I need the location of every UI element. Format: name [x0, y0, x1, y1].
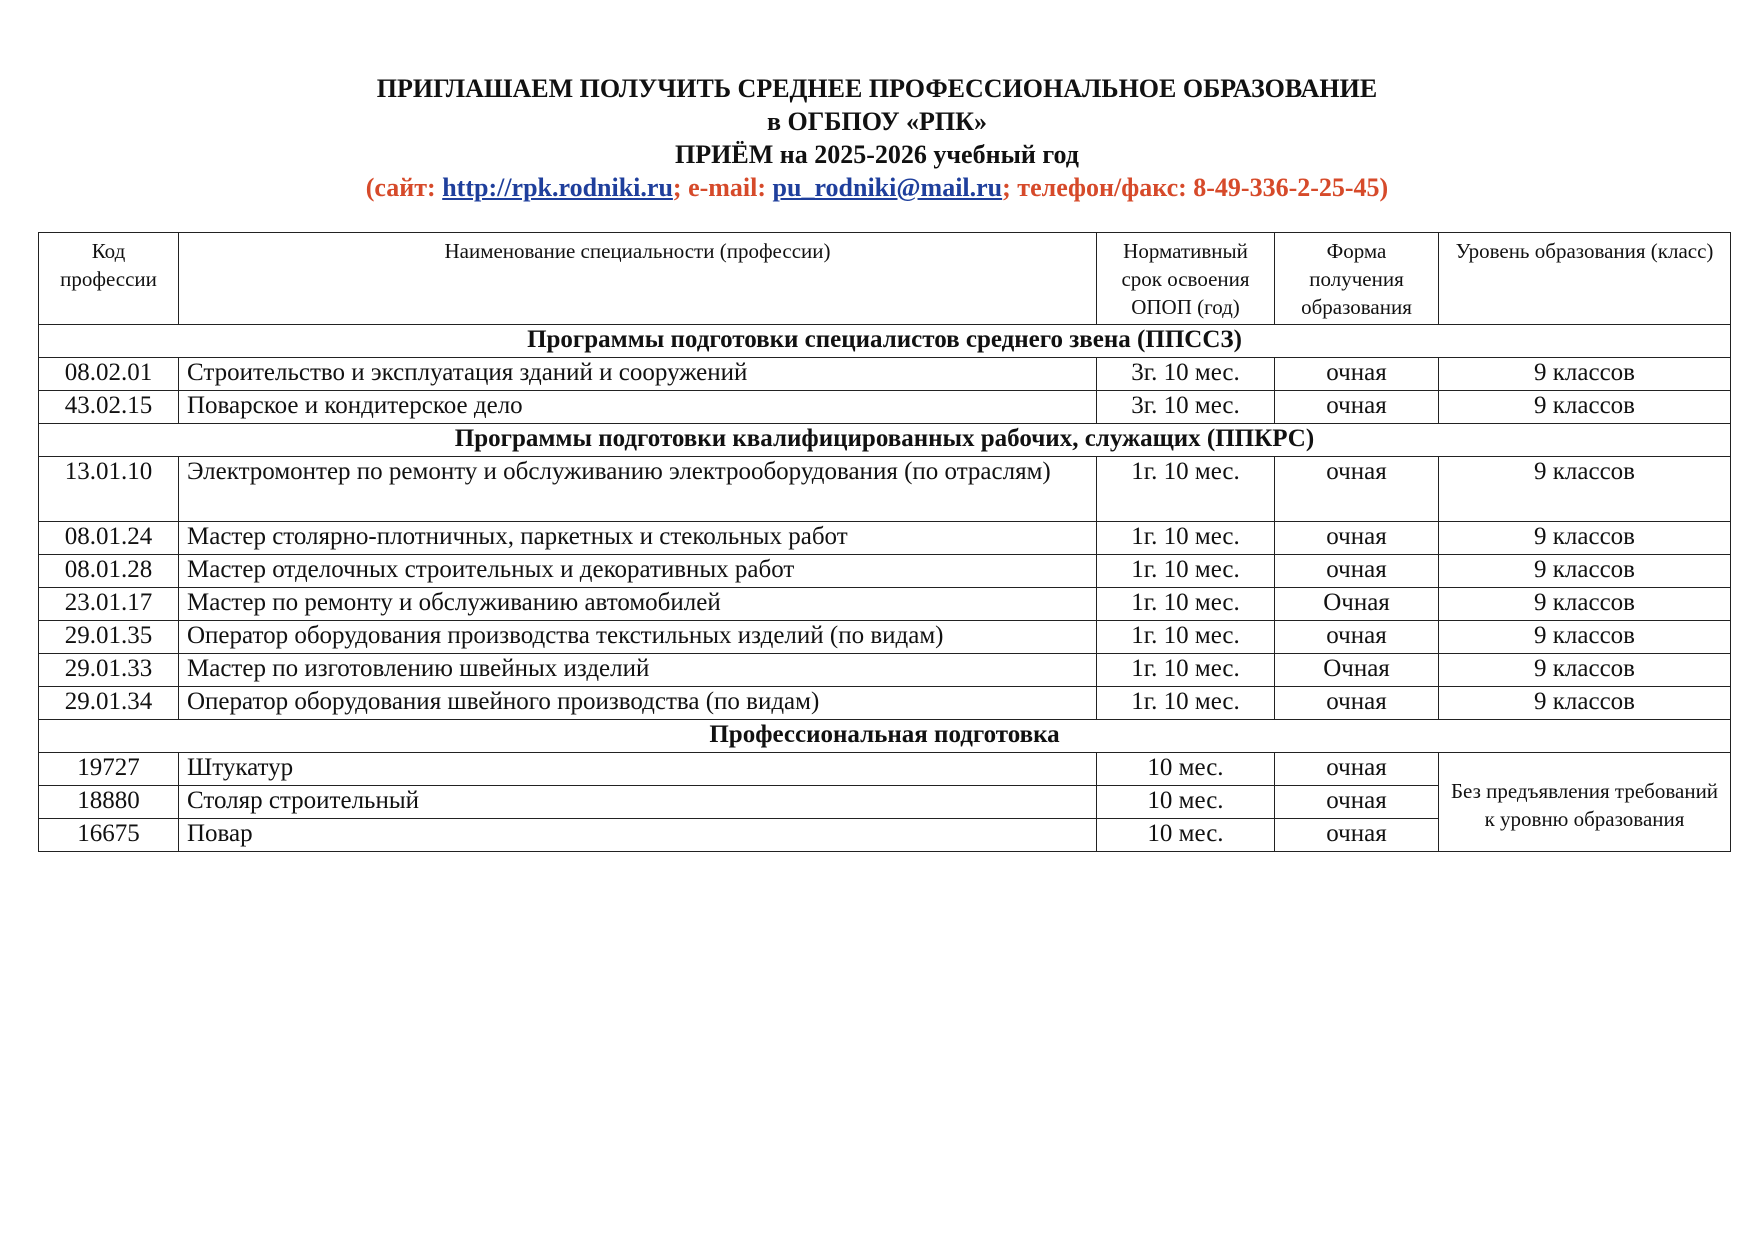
programs-table	[38, 232, 1731, 852]
cell-form: очная	[1275, 621, 1439, 654]
cell-name: Поварское и кондитерское дело	[179, 391, 1097, 424]
cell-name: Штукатур	[179, 753, 1097, 786]
cell-level: 9 классов	[1439, 588, 1731, 621]
table-row	[39, 522, 1731, 555]
cell-duration: 10 мес.	[1097, 786, 1275, 819]
cell-name: Мастер отделочных строительных и декоративных работ	[179, 555, 1097, 588]
cell-duration: 1г. 10 мес.	[1097, 588, 1275, 621]
cell-form: Очная	[1275, 654, 1439, 687]
cell-code: 29.01.34	[39, 687, 179, 720]
cell-level: 9 классов	[1439, 621, 1731, 654]
cell-form: Очная	[1275, 588, 1439, 621]
cell-name: Оператор оборудования швейного производства (по видам)	[179, 687, 1097, 720]
email-prefix: ; e-mail:	[672, 173, 773, 202]
email-link[interactable]: pu_rodniki@mail.ru	[772, 173, 1003, 202]
table-row	[39, 588, 1731, 621]
cell-code: 16675	[39, 819, 179, 852]
cell-name: Строительство и эксплуатация зданий и сооружений	[179, 358, 1097, 391]
section-row	[39, 424, 1731, 457]
cell-duration: 1г. 10 мес.	[1097, 522, 1275, 555]
cell-form: очная	[1275, 687, 1439, 720]
col-header-form: Форма получения образования	[1275, 233, 1439, 325]
cell-duration: 10 мес.	[1097, 819, 1275, 852]
cell-duration: 10 мес.	[1097, 753, 1275, 786]
cell-name: Мастер по ремонту и обслуживанию автомобилей	[179, 588, 1097, 621]
contacts-line	[0, 171, 1754, 205]
cell-duration: 1г. 10 мес.	[1097, 687, 1275, 720]
document-header	[0, 72, 1754, 205]
cell-level: 9 классов	[1439, 391, 1731, 424]
cell-form: очная	[1275, 819, 1439, 852]
cell-form: очная	[1275, 391, 1439, 424]
table-row	[39, 358, 1731, 391]
col-header-level: Уровень образования (класс)	[1439, 233, 1731, 325]
cell-form: очная	[1275, 753, 1439, 786]
cell-form: очная	[1275, 358, 1439, 391]
table-row	[39, 555, 1731, 588]
cell-name: Электромонтер по ремонту и обслуживанию электрооборудования (по отраслям)	[179, 457, 1097, 522]
cell-form: очная	[1275, 555, 1439, 588]
table-header-row	[39, 233, 1731, 325]
cell-form: очная	[1275, 786, 1439, 819]
cell-duration: 1г. 10 мес.	[1097, 621, 1275, 654]
col-header-code: Код профессии	[39, 233, 179, 325]
section-title: Профессиональная подготовка	[39, 720, 1731, 753]
cell-name: Столяр строительный	[179, 786, 1097, 819]
cell-duration: 1г. 10 мес.	[1097, 654, 1275, 687]
site-link[interactable]: http://rpk.rodniki.ru	[442, 173, 673, 202]
col-header-duration: Нормативный срок освоения ОПОП (год)	[1097, 233, 1275, 325]
cell-form: очная	[1275, 522, 1439, 555]
table-row	[39, 457, 1731, 522]
table-row	[39, 391, 1731, 424]
col-header-name: Наименование специальности (профессии)	[179, 233, 1097, 325]
cell-name: Оператор оборудования производства текстильных изделий (по видам)	[179, 621, 1097, 654]
cell-code: 08.01.28	[39, 555, 179, 588]
cell-duration: 3г. 10 мес.	[1097, 391, 1275, 424]
table-row	[39, 753, 1731, 786]
section-title: Программы подготовки квалифицированных рабочих, служащих (ППКРС)	[39, 424, 1731, 457]
cell-level: 9 классов	[1439, 555, 1731, 588]
cell-name: Мастер столярно-плотничных, паркетных и стекольных работ	[179, 522, 1097, 555]
cell-level: 9 классов	[1439, 358, 1731, 391]
cell-name: Мастер по изготовлению швейных изделий	[179, 654, 1097, 687]
cell-name: Повар	[179, 819, 1097, 852]
cell-duration: 3г. 10 мес.	[1097, 358, 1275, 391]
table-row	[39, 687, 1731, 720]
cell-code: 08.02.01	[39, 358, 179, 391]
cell-level: 9 классов	[1439, 522, 1731, 555]
section-title: Программы подготовки специалистов среднего звена (ППССЗ)	[39, 325, 1731, 358]
cell-level: 9 классов	[1439, 687, 1731, 720]
cell-level: 9 классов	[1439, 457, 1731, 522]
section-row	[39, 720, 1731, 753]
phone-text: ; телефон/факс: 8-49-336-2-25-45)	[1002, 173, 1389, 202]
site-prefix: (сайт:	[365, 173, 443, 202]
cell-code: 13.01.10	[39, 457, 179, 522]
cell-level: 9 классов	[1439, 654, 1731, 687]
cell-code: 19727	[39, 753, 179, 786]
cell-code: 29.01.35	[39, 621, 179, 654]
table-row	[39, 621, 1731, 654]
cell-code: 18880	[39, 786, 179, 819]
cell-code: 43.02.15	[39, 391, 179, 424]
section-row	[39, 325, 1731, 358]
cell-level-merged: Без предъявления требований к уровню образования	[1439, 753, 1731, 852]
title-line-1: ПРИГЛАШАЕМ ПОЛУЧИТЬ СРЕДНЕЕ ПРОФЕССИОНАЛЬНОЕ ОБРАЗОВАНИЕ	[376, 74, 1378, 103]
title-line-2: в ОГБПОУ «РПК»	[766, 107, 988, 136]
cell-code: 23.01.17	[39, 588, 179, 621]
cell-duration: 1г. 10 мес.	[1097, 457, 1275, 522]
cell-duration: 1г. 10 мес.	[1097, 555, 1275, 588]
cell-code: 29.01.33	[39, 654, 179, 687]
cell-code: 08.01.24	[39, 522, 179, 555]
cell-form: очная	[1275, 457, 1439, 522]
title-line-3: ПРИЁМ на 2025-2026 учебный год	[675, 140, 1079, 169]
table-row	[39, 654, 1731, 687]
